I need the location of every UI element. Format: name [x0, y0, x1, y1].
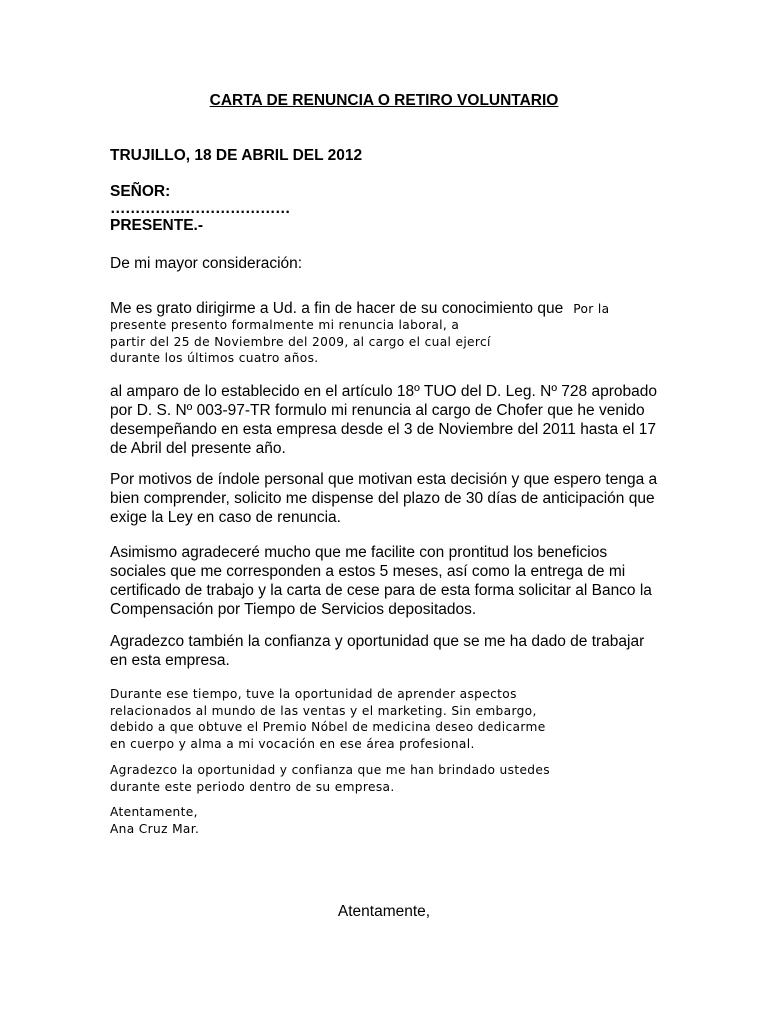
inserted-line: Ana Cruz Mar.: [110, 821, 200, 836]
inserted-experience-block: [110, 686, 546, 752]
place-date: TRUJILLO, 18 DE ABRIL DEL 2012: [110, 147, 363, 164]
paragraph-line: en esta empresa.: [110, 652, 230, 669]
paragraph-line: de Abril del presente año.: [110, 440, 286, 457]
paragraph-line: al amparo de lo establecido en el artículo 18º TUO del D. Leg. Nº 728 aprobado: [110, 383, 657, 400]
paragraph-line: Agradezco también la confianza y oportunidad que se me ha dado de trabajar: [110, 633, 645, 650]
inserted-line: relacionados al mundo de las ventas y el marketing. Sin embargo,: [110, 703, 537, 718]
closing-salutation: Atentamente,: [337, 903, 431, 920]
paragraph-line: desempeñando en esta empresa desde el 3 de Noviembre del 2011 hasta el 17: [110, 421, 657, 438]
recipient-title: SEÑOR:: [110, 183, 171, 200]
legal-basis-paragraph: [110, 382, 657, 458]
presente-label: PRESENTE.-: [110, 217, 204, 234]
intro-inserted-block: [110, 317, 491, 367]
paragraph-line: exige la Ley en caso de renuncia.: [110, 509, 341, 526]
intro-inserted-line: Por la: [573, 302, 610, 316]
inserted-line: durante este periodo dentro de su empresa.: [110, 779, 395, 794]
intro-lead: Me es grato dirigirme a Ud. a fin de hacer de su conocimiento que: [110, 300, 564, 317]
inserted-line: Durante ese tiempo, tuve la oportunidad de aprender aspectos: [110, 687, 517, 701]
inserted-line: en cuerpo y alma a mi vocación en ese área profesional.: [110, 736, 475, 751]
inserted-line: debido a que obtuve el Premio Nóbel de medicina deseo dedicarme: [110, 720, 546, 734]
inserted-signature-block: [110, 804, 199, 837]
paragraph-line: Compensación por Tiempo de Servicios depositados.: [110, 601, 477, 618]
greeting: De mi mayor consideración:: [110, 255, 303, 272]
paragraph-line: certificado de trabajo y la carta de cese para de esta forma solicitar al Banco la: [110, 582, 652, 599]
intro-inserted-line: durante los últimos cuatro años.: [110, 351, 319, 365]
intro-inserted-line: partir del 25 de Noviembre del 2009, al cargo el cual ejercí: [110, 334, 491, 349]
letter-title: CARTA DE RENUNCIA O RETIRO VOLUNTARIO: [209, 92, 559, 109]
paragraph-line: bien comprender, solicito me dispense del plazo de 30 días de anticipación que: [110, 490, 655, 507]
reasons-paragraph: [110, 470, 657, 527]
inserted-line: Atentamente,: [110, 805, 198, 819]
paragraph-line: Asimismo agradeceré mucho que me facilite con prontitud los beneficios: [110, 544, 608, 561]
inserted-thanks-block: [110, 762, 550, 795]
recipient-dots: ………………………………: [110, 200, 290, 217]
intro-inserted-line: presente presento formalmente mi renuncia laboral, a: [110, 318, 460, 332]
paragraph-line: Por motivos de índole personal que motivan esta decisión y que espero tenga a: [110, 471, 658, 488]
inserted-line: Agradezco la oportunidad y confianza que me han brindado ustedes: [110, 763, 550, 777]
benefits-paragraph: [110, 543, 652, 619]
paragraph-line: por D. S. Nº 003-97-TR formulo mi renuncia al cargo de Chofer que he venido: [110, 402, 645, 419]
thanks-paragraph: [110, 632, 644, 670]
paragraph-line: sociales que me corresponden a estos 5 meses, así como la entrega de mi: [110, 563, 626, 580]
intro-paragraph: [110, 299, 670, 318]
